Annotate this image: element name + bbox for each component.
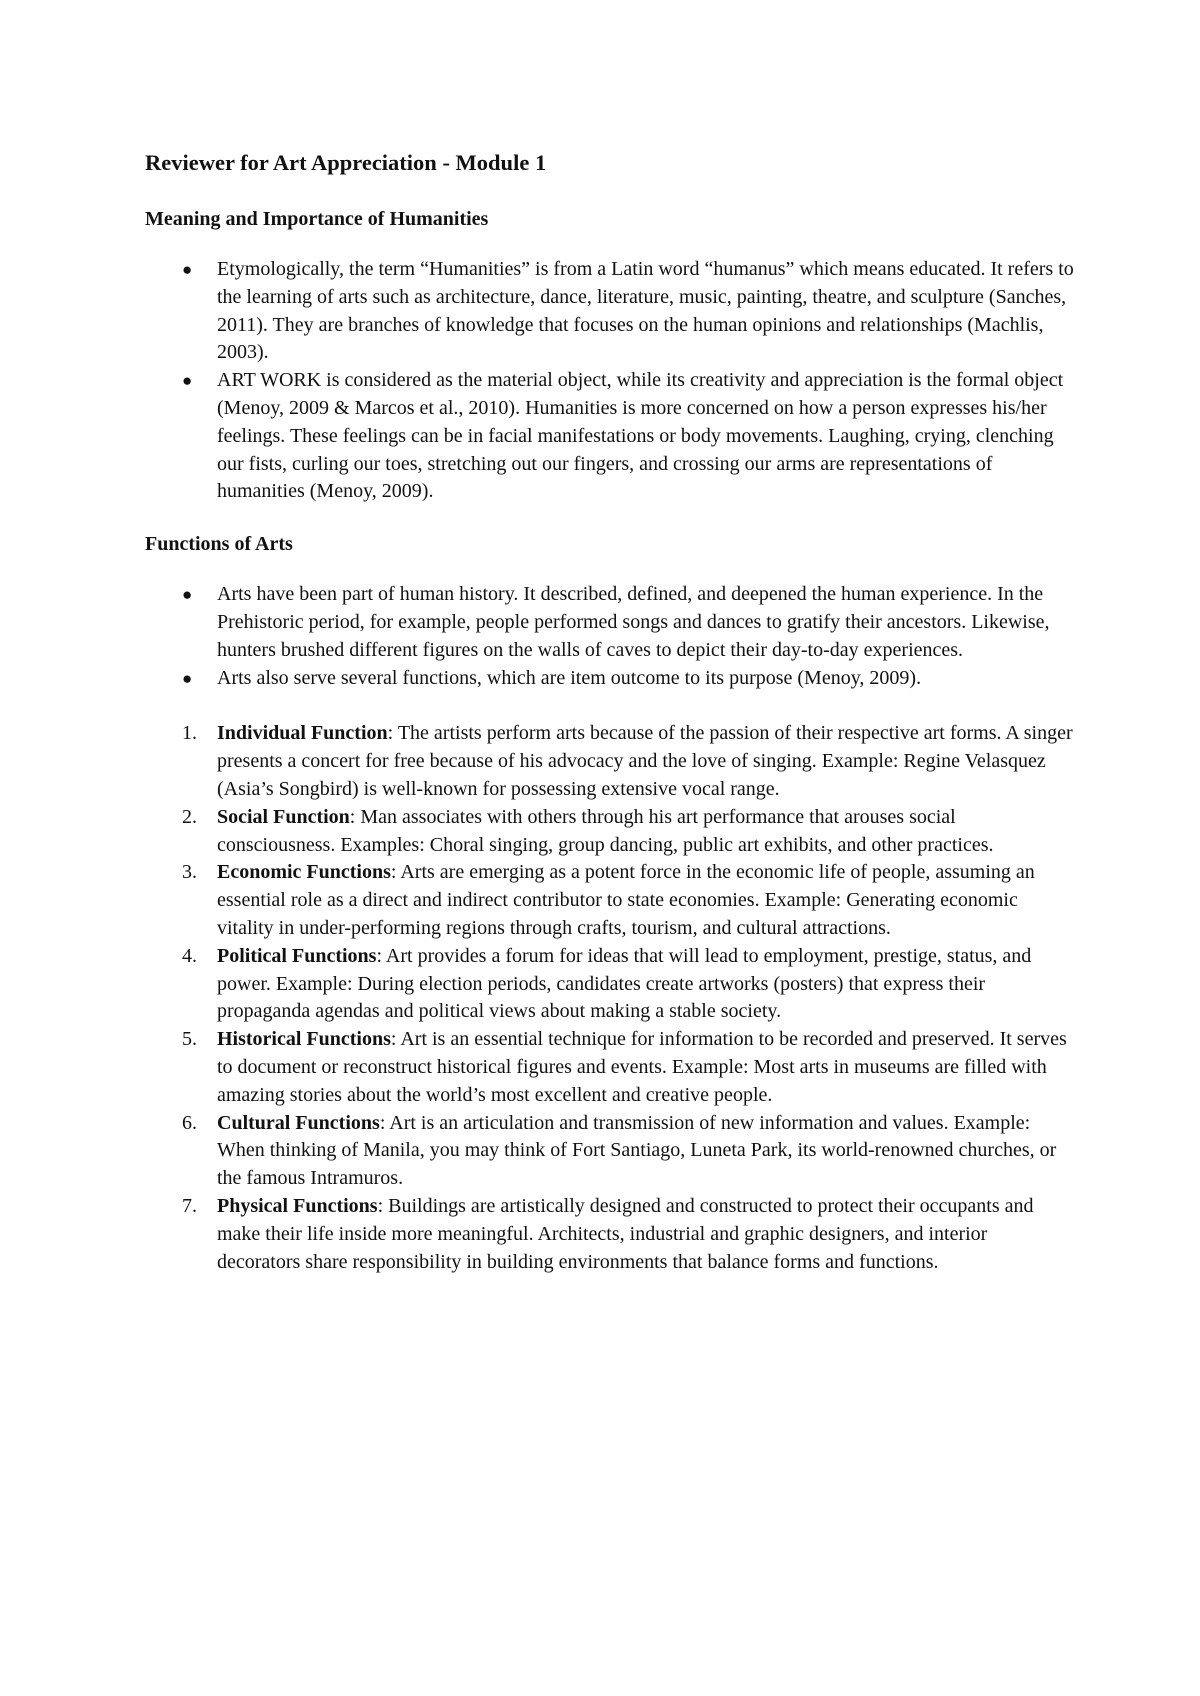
bullet-icon: ●: [182, 585, 193, 605]
item-number: 1.: [182, 722, 197, 745]
function-description: : Art is an articulation and transmission of new information and values. Example: When thinking of Manila, you may think of Fort Santiago, Luneta Park, its world-renowned churches, or the famous Intramuros.: [217, 1111, 1057, 1190]
bullet-icon: ●: [182, 260, 193, 279]
item-number: 3.: [182, 861, 197, 884]
function-item-social: [145, 804, 1075, 860]
function-description: : Arts are emerging as a potent force in the economic life of people, assuming an essential role as a direct and indirect contributor to state economies. Example: Generating economic vitality in under-performing regions through crafts, tourism, and cultural attractions.: [217, 861, 1035, 939]
functions-bullet-list: [145, 581, 1075, 692]
item-number: 5.: [182, 1028, 197, 1051]
item-number: 2.: [182, 805, 197, 828]
bullet-text: Etymologically, the term “Humanities” is from a Latin word “humanus” which means educated. It refers to the learning of arts such as architecture, dance, literature, music, painting, theatre, and sculpture (Sanches, 2011). They are branches of knowledge that focuses on the human opinions and relationships (Machlis, 2003).: [217, 258, 1074, 364]
function-item-physical: [145, 1193, 1075, 1276]
function-item-historical: [145, 1026, 1075, 1109]
functions-numbered-list: [145, 720, 1075, 1276]
humanities-bullet-list: [145, 256, 1075, 506]
function-description: : Art is an essential technique for information to be recorded and preserved. It serves to document or reconstruct historical figures and events. Example: Most arts in museums are filled with amazing stories about the world’s most excellent and creative people.: [217, 1028, 1067, 1106]
section-heading-functions-of-arts: Functions of Arts: [145, 533, 293, 556]
function-item-individual: [145, 720, 1075, 803]
function-description: : Buildings are artistically designed and constructed to protect their occupants and make their life inside more meaningful. Architects, industrial and graphic designers, and interior decorators share responsibility in building environments that balance forms and functions.: [217, 1194, 1034, 1273]
bullet-text: Arts have been part of human history. It described, defined, and deepened the human experience. In the Prehistoric period, for example, people performed songs and dances to gratify their ancestors. Likewise, hunters brushed different figures on the walls of caves to depict their day-to-day experiences.: [217, 583, 1050, 661]
function-term: Social Function: [217, 805, 350, 828]
bullet-text: ART WORK is considered as the material object, while its creativity and appreciation is the formal object (Menoy, 2009 & Marcos et al., 2010). Humanities is more concerned on how a person expresses his/her feelings. These feelings can be in facial manifestations or body movements. Laughing, crying, clenching our fists, curling our toes, stretching out our fingers, and crossing our arms are representations of humanities (Menoy, 2009).: [217, 369, 1064, 503]
function-term: Cultural Functions: [217, 1111, 380, 1134]
function-description: : Art provides a forum for ideas that will lead to employment, prestige, status, and power. Example: During election periods, candidates create artworks (posters) that express their propaganda agendas and political views about making a stable society.: [217, 944, 1032, 1023]
function-item-cultural: [145, 1110, 1075, 1193]
function-term: Physical Functions: [217, 1194, 378, 1217]
bullet-text: Arts also serve several functions, which are item outcome to its purpose (Menoy, 2009).: [217, 666, 922, 689]
document-title: Reviewer for Art Appreciation - Module 1: [145, 150, 547, 175]
item-number: 4.: [182, 944, 197, 967]
function-term: Individual Function: [217, 722, 388, 745]
bullet-icon: ●: [182, 371, 193, 391]
list-item: [145, 256, 1075, 367]
function-term: Economic Functions: [217, 861, 391, 884]
function-item-political: [145, 943, 1075, 1026]
list-item: [145, 367, 1075, 506]
list-item: [145, 665, 1075, 693]
item-number: 7.: [182, 1194, 197, 1217]
section-heading-humanities: Meaning and Importance of Humanities: [145, 208, 489, 230]
list-item: [145, 581, 1075, 664]
item-number: 6.: [182, 1111, 197, 1134]
function-description: : Man associates with others through his art performance that arouses social consciousness. Examples: Choral singing, group dancing, public art exhibits, and other practices.: [217, 805, 994, 856]
bullet-icon: ●: [182, 668, 193, 688]
function-term: Political Functions: [217, 944, 377, 967]
function-item-economic: [145, 859, 1075, 942]
function-description: : The artists perform arts because of the passion of their respective art forms. A singer presents a concert for free because of his advocacy and the love of singing. Example: Regine Velasquez (Asia’s Songbird) is well-known for possessing extensive vocal range.: [217, 722, 1073, 800]
document-page: [145, 148, 1075, 1276]
function-term: Historical Functions: [217, 1028, 391, 1051]
